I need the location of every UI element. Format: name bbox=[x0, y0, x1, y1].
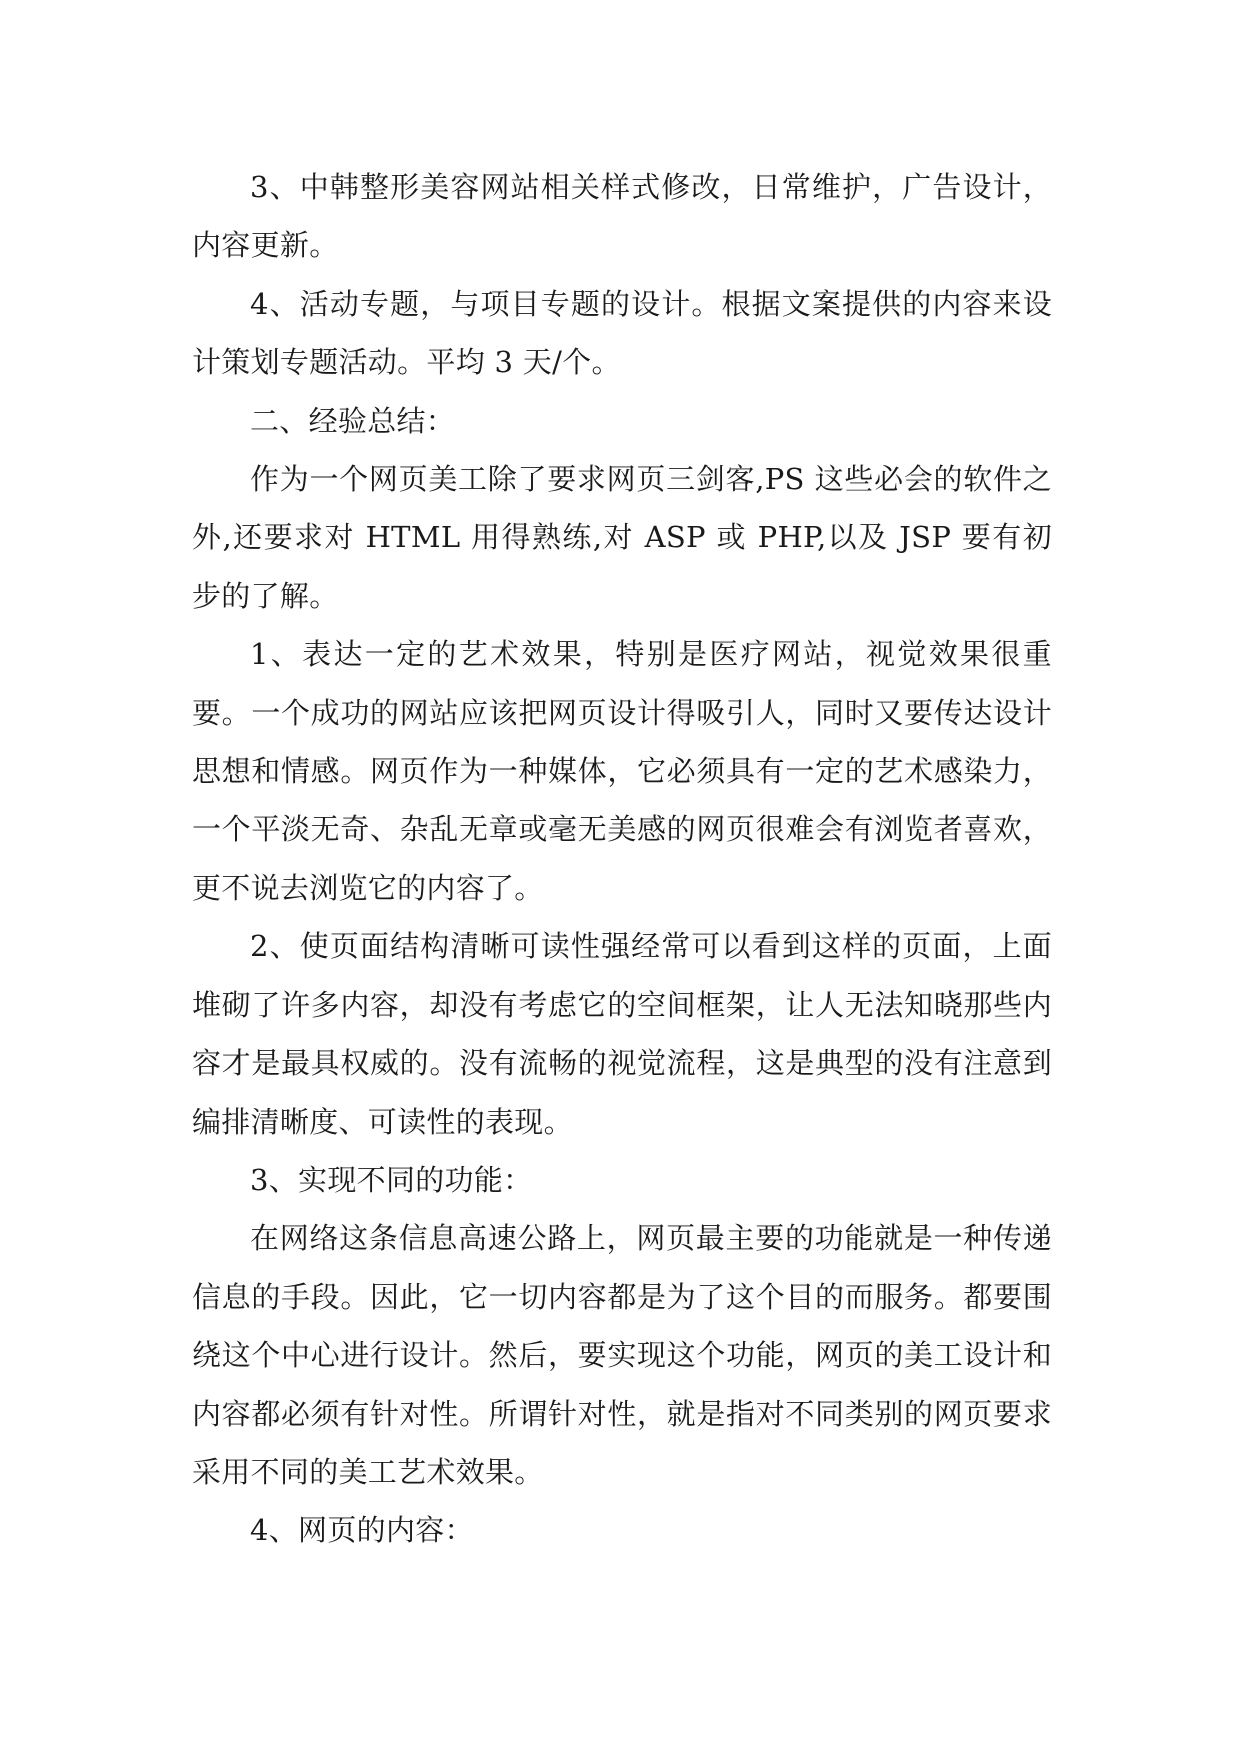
paragraph-item-3: 3、中韩整形美容网站相关样式修改，日常维护，广告设计，内容更新。 bbox=[192, 170, 1052, 263]
section-heading-experience: 二、经验总结： bbox=[250, 403, 456, 438]
paragraph-functions: 在网络这条信息高速公路上，网页最主要的功能就是一种传递信息的手段。因此，它一切内容都是为了这个目的而服务。都要围绕这个中心进行设计。然后，要实现这个功能，网页的美工设计和内容都必须有针对性。所谓针对性，就是指对不同类别的网页要求采用不同的美工艺术效果。 bbox=[192, 1221, 1052, 1489]
paragraph-art-effect: 1、表达一定的艺术效果，特别是医疗网站，视觉效果很重要。一个成功的网站应该把网页设计得吸引人，同时又要传达设计思想和情感。网页作为一种媒体，它必须具有一定的艺术感染力，一个平淡无奇、杂乱无章或毫无美感的网页很难会有浏览者喜欢，更不说去浏览它的内容了。 bbox=[192, 637, 1052, 905]
document-page bbox=[192, 158, 1052, 1560]
paragraph-intro: 作为一个网页美工除了要求网页三剑客,PS 这些必会的软件之外,还要求对 HTML 用得熟练,对 ASP 或 PHP,以及 JSP 要有初步的了解。 bbox=[192, 462, 1052, 613]
subheading-functions: 3、实现不同的功能： bbox=[250, 1162, 533, 1197]
paragraph-structure: 2、使页面结构清晰可读性强经常可以看到这样的页面，上面堆砌了许多内容，却没有考虑它的空间框架，让人无法知晓那些内容才是最具权威的。没有流畅的视觉流程，这是典型的没有注意到编排清晰度、可读性的表现。 bbox=[192, 929, 1052, 1139]
subheading-content: 4、网页的内容： bbox=[250, 1513, 474, 1548]
paragraph-item-4: 4、活动专题，与项目专题的设计。根据文案提供的内容来设计策划专题活动。平均 3 天/个。 bbox=[192, 286, 1052, 380]
